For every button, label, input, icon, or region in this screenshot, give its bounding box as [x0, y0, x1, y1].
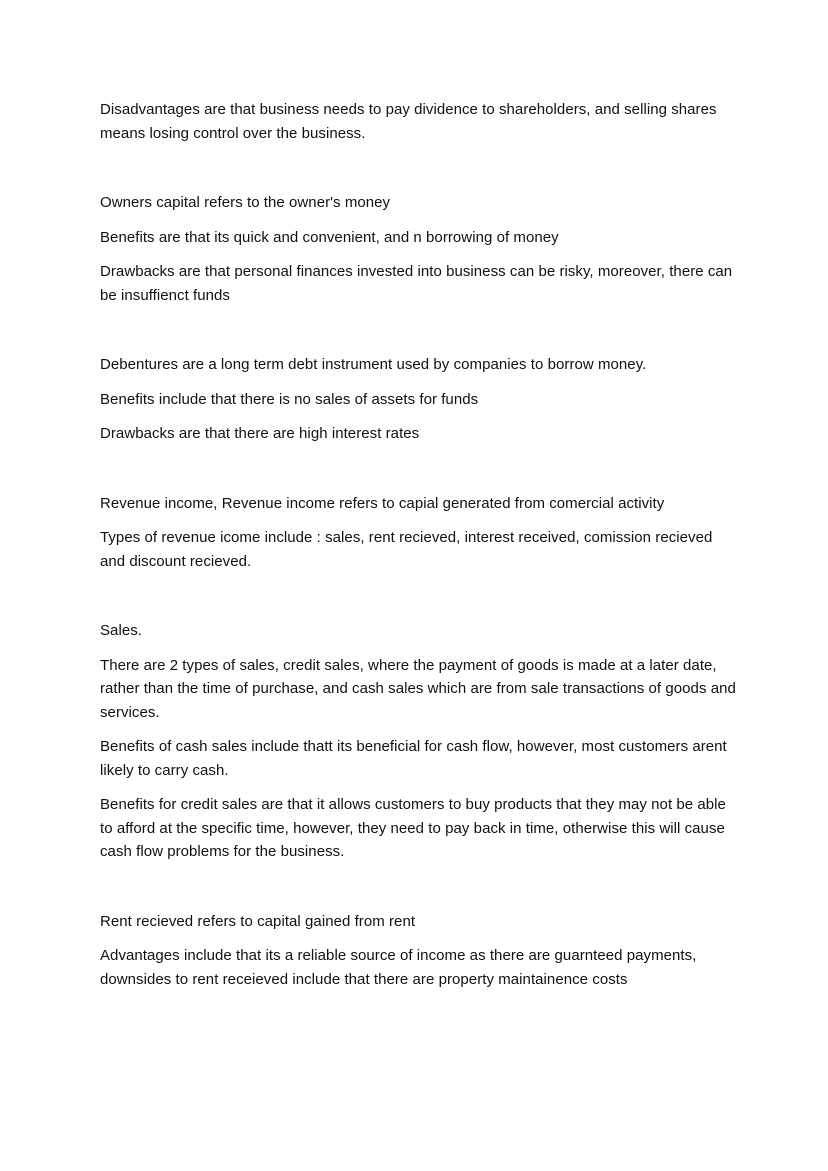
document-body: [100, 98, 740, 991]
paragraph-owners-capital: Owners capital refers to the owner's money: [100, 194, 391, 211]
paragraph-cash-sales-benefits: Benefits of cash sales include thatt its beneficial for cash flow, however, most customers arent likely to carry cash.: [100, 738, 727, 779]
paragraph-rent-received-advantages: Advantages include that its a reliable source of income as there are guarnteed payments, downsides to rent receieved include that there are property maintainence costs: [100, 947, 697, 988]
paragraph-credit-sales-benefits: Benefits for credit sales are that it allows customers to buy products that they may not be able to afford at the specific time, however, they need to pay back in time, otherwise this will cause cash flow problems for the business.: [100, 796, 726, 860]
paragraph-debentures: Debentures are a long term debt instrument used by companies to borrow money.: [100, 356, 647, 373]
paragraph-revenue-income: Revenue income, Revenue income refers to capial generated from comercial activity: [100, 494, 665, 512]
paragraph-debentures-drawbacks: Drawbacks are that there are high interest rates: [100, 425, 420, 442]
paragraph-owners-capital-benefits: Benefits are that its quick and convenient, and n borrowing of money: [100, 228, 559, 246]
paragraph-revenue-income-types: Types of revenue icome include : sales, rent recieved, interest received, comission recieved and discount recieved.: [100, 529, 713, 570]
paragraph-rent-received: Rent recieved refers to capital gained from rent: [100, 912, 416, 930]
paragraph-debentures-benefits: Benefits include that there is no sales of assets for funds: [100, 390, 479, 408]
paragraph-sales-heading: Sales.: [100, 622, 142, 639]
paragraph-sales-types: There are 2 types of sales, credit sales, where the payment of goods is made at a later date, rather than the time of purchase, and cash sales which are from sale transactions of goods and services.: [100, 656, 736, 721]
paragraph-disadvantages-shares: Disadvantages are that business needs to pay dividence to shareholders, and selling shares means losing control over the business.: [100, 101, 717, 142]
paragraph-owners-capital-drawbacks: Drawbacks are that personal finances invested into business can be risky, moreover, there can be insuffienct funds: [100, 263, 733, 304]
